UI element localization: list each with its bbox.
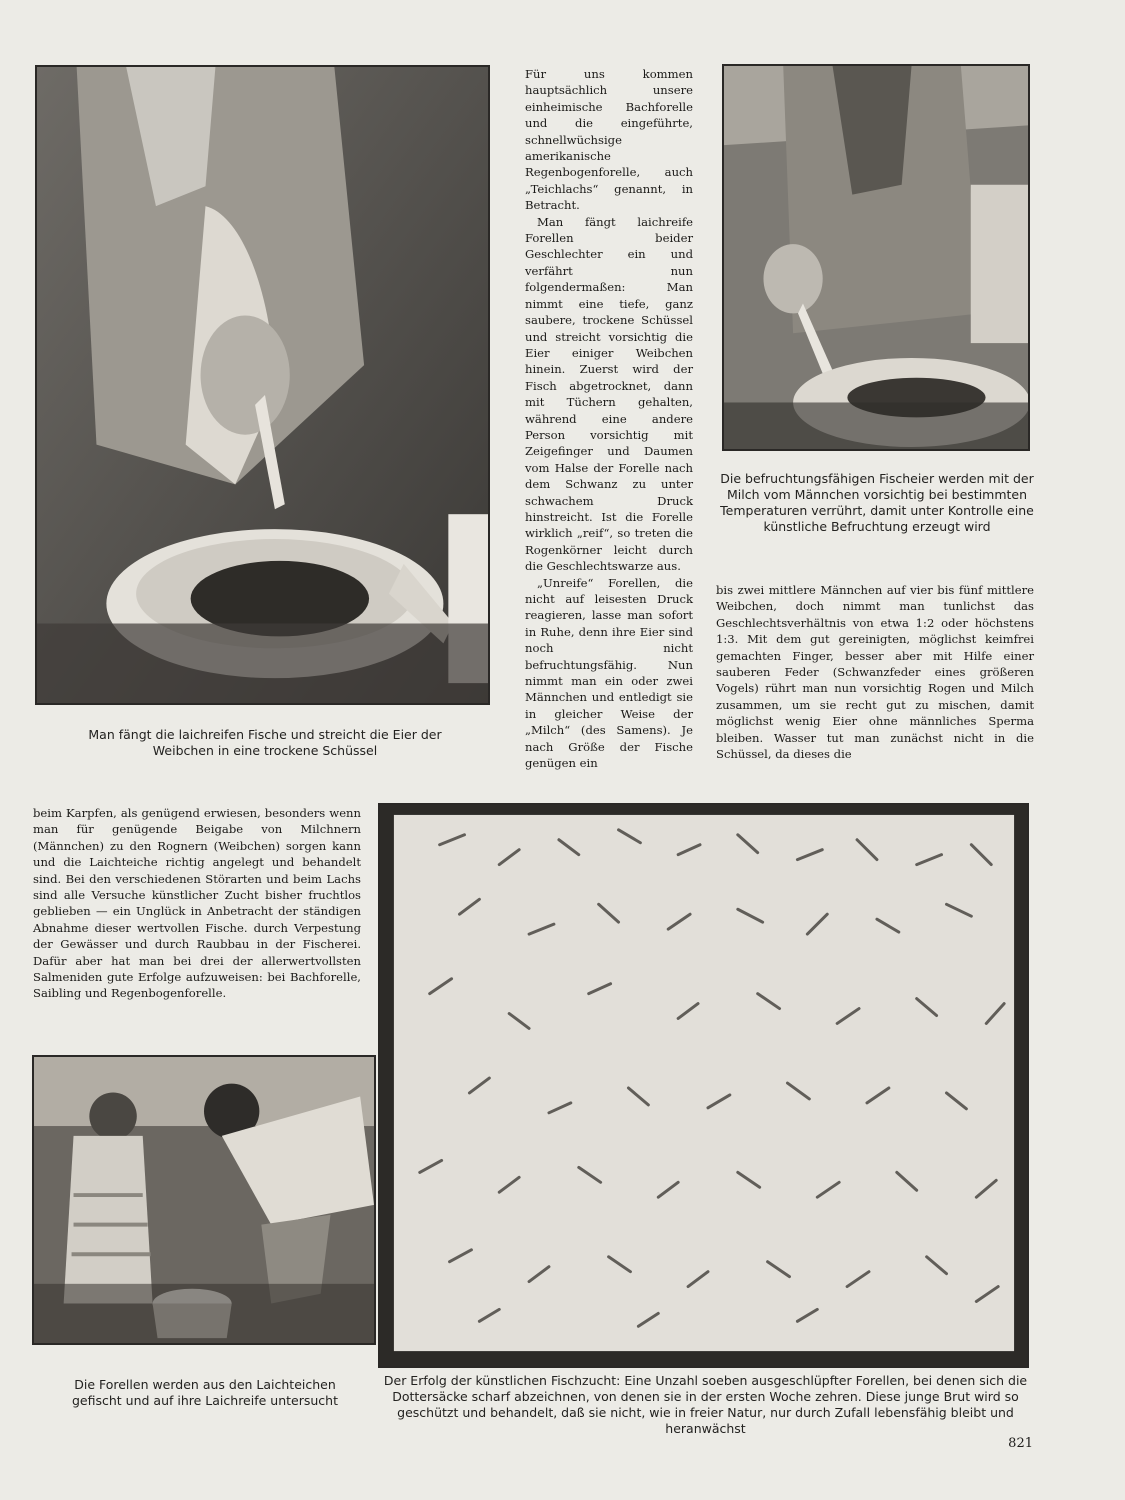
photo-hatched-fry-image xyxy=(380,805,1027,1366)
text-column-lower-left: beim Karpfen, als genügend erwiesen, besonders wenn man für genügende Beigabe von Milchnern (Männchen) zu den Rognern (Weibchen) sorgen kann und die Laichteiche richtig angelegt und behandelt sind. Bei den verschiedenen Störarten und beim Lachs sind alle Versuche künstlicher Zucht bisher fruchtlos geblieben — ein Unglück in Anbetracht der ständigen Abnahme dieser wertvollen Fische. durch Verpestung der Gewässer und durch Raubbau in der Fischerei. Dafür aber hat man bei drei der allerwertvollsten Salmeniden gute Erfolge aufzuweisen: bei Bachforelle, Saibling und Regenbogenforelle. xyxy=(33,806,361,1001)
photo-stirring-milt-image xyxy=(724,66,1028,449)
photo-fishing-trout-image xyxy=(34,1057,374,1343)
text-column-right: bis zwei mittlere Männchen auf vier bis fünf mittlere Weibchen, doch nimmt man tunlichst das Geschlechtsverhältnis von etwa 1:2 oder höchstens 1:3. Mit dem gut gereinigten, möglichst keimfrei gemachten Finger, besser aber mit Hilfe einer sauberen Feder (Schwanzfeder eines größeren Vogels) rührt man nun vorsichtig Rogen und Milch zusammen, um sie recht gut zu mischen, damit möglichst wenig Eier ohne männliches Sperma bleiben. Wasser tut man zunächst nicht in die Schüssel, da dieses die xyxy=(716,583,1034,762)
photo-hatched-fry xyxy=(378,803,1029,1368)
photo-egg-stripping xyxy=(35,65,490,705)
caption-fishing-trout: Die Forellen werden aus den Laichteichen gefischt und auf ihre Laichreife untersucht xyxy=(71,1377,338,1408)
photo-stirring-milt xyxy=(722,64,1030,451)
photo-fishing-trout xyxy=(32,1055,376,1345)
paragraph: „Unreife“ Forellen, die nicht auf leisesten Druck reagieren, lasse man sofort in Ruhe, denn ihre Eier sind noch nicht befruchtungsfähig. Nun nimmt man ein oder zwei Männchen und entledigt sie in gleicher Weise der „Milch“ (des Samens). Je nach Größe der Fische genügen ein xyxy=(525,575,693,771)
photo-egg-stripping-image xyxy=(37,67,488,703)
page-number: 821 xyxy=(1008,1436,1033,1451)
caption-stirring-milt: Die befruchtungsfähigen Fischeier werden mit der Milch vom Männchen vorsichtig bei bestimmten Temperaturen verrührt, damit unter Kontrolle eine künstliche Befruchtung erzeugt wird xyxy=(720,471,1034,534)
text-column-middle xyxy=(525,66,693,771)
paragraph: Für uns kommen hauptsächlich unsere einheimische Bachforelle und die eingeführte, schnellwüchsige amerikanische Regenbogenforelle, auch „Teichlachs“ genannt, in Betracht. xyxy=(525,67,693,213)
caption-hatched-fry: Der Erfolg der künstlichen Fischzucht: Eine Unzahl soeben ausgeschlüpfter Forellen, bei denen sich die Dottersäcke scharf abzeichnen, von denen sie in der ersten Woche zehren. Diese junge Brut wird so geschützt und behandelt, daß sie nicht, wie in freier Natur, nur durch Zufall lebensfähig bleibt und heranwächst xyxy=(383,1373,1028,1436)
paragraph: Man fängt laichreife Forellen beider Geschlechter ein und verfährt nun folgendermaßen: Man nimmt eine tiefe, ganz saubere, trockene Schüssel und streicht vorsichtig die Eier einiger Weibchen hinein. Zuerst wird der Fisch abgetrocknet, dann mit Tüchern gehalten, während eine andere Person vorsichtig mit Zeigefinger und Daumen vom Halse der Forelle nach dem Schwanz zu unter schwachem Druck hinstreicht. Ist die Forelle wirklich „reif“, so treten die Rogenkörner leicht durch die Geschlechtswarze aus. xyxy=(525,214,693,574)
caption-egg-stripping: Man fängt die laichreifen Fische und streicht die Eier der Weibchen in eine trockene Schüssel xyxy=(88,727,442,758)
